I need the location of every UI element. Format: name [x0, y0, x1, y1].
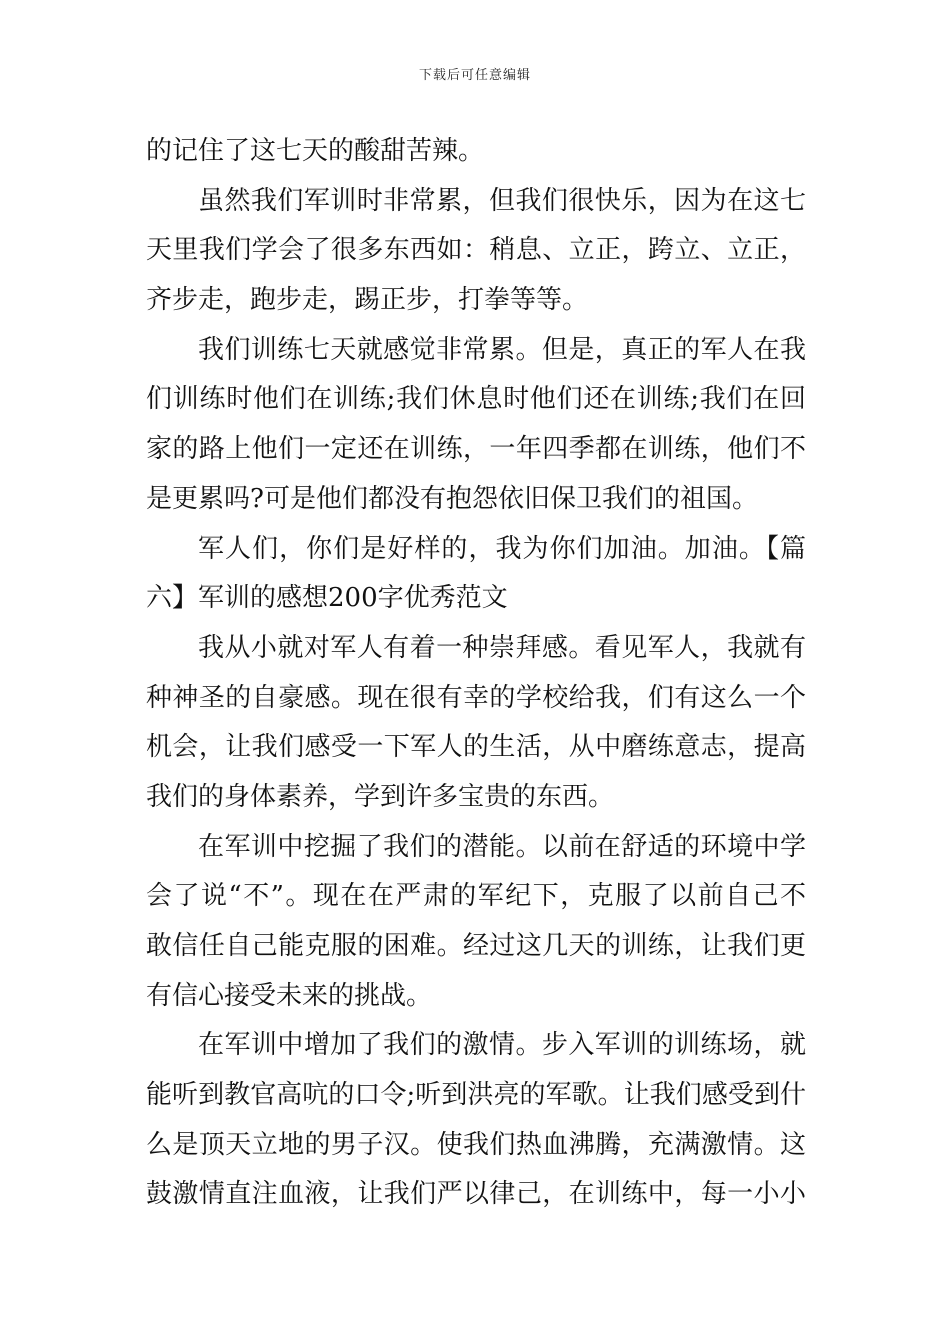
text-line: 在军训中挖掘了我们的潜能。以前在舒适的环境中学 — [198, 831, 806, 862]
text-line: 的记住了这七天的酸甜苦辣。 — [146, 136, 485, 166]
text-line: 我们的身体素养，学到许多宝贵的东西。 — [146, 781, 615, 812]
text-line: 机会，让我们感受一下军人的生活，从中磨练意志，提高 — [146, 732, 806, 763]
text-line: 敢信任自己能克服的困难。经过这几天的训练，让我们更 — [146, 931, 806, 961]
text-line: 是更累吗?可是他们都没有抱怨依旧保卫我们的祖国。 — [146, 483, 758, 514]
text-line: 能听到教官高吭的口令;听到洪亮的军歌。让我们感受到什 — [146, 1080, 806, 1111]
body-text — [146, 127, 806, 1220]
text-line: 我从小就对军人有着一种崇拜感。看见军人，我就有 — [198, 632, 806, 663]
page-header: 下载后可任意编辑 — [418, 68, 531, 83]
text-line: 我们训练七天就感觉非常累。但是，真正的军人在我 — [198, 334, 806, 365]
text-line: 虽然我们军训时非常累，但我们很快乐，因为在这七 — [198, 185, 806, 216]
text-line: 在军训中增加了我们的激情。步入军训的训练场，就 — [198, 1030, 806, 1061]
text-line: 六】军训的感想200字优秀范文 — [146, 583, 508, 614]
text-line: 鼓激情直注血液，让我们严以律己，在训练中，每一小小 — [146, 1179, 806, 1210]
text-line: 家的路上他们一定还在训练，一年四季都在训练，他们不 — [146, 434, 806, 465]
text-line: 有信心接受未来的挑战。 — [146, 980, 433, 1011]
text-line: 齐步走，跑步走，踢正步，打拳等等。 — [146, 285, 589, 316]
text-line: 种神圣的自豪感。现在很有幸的学校给我，们有这么一个 — [146, 682, 806, 713]
text-line: 们训练时他们在训练;我们休息时他们还在训练;我们在回 — [146, 384, 806, 415]
text-line: 么是顶天立地的男子汉。使我们热血沸腾，充满激情。这 — [146, 1129, 806, 1160]
text-line: 军人们，你们是好样的，我为你们加油。加油。【篇 — [198, 533, 806, 564]
text-line: 天里我们学会了很多东西如：稍息、立正，跨立、立正， — [146, 235, 806, 266]
text-line: 会了说“不”。现在在严肃的军纪下，克服了以前自己不 — [146, 881, 806, 912]
